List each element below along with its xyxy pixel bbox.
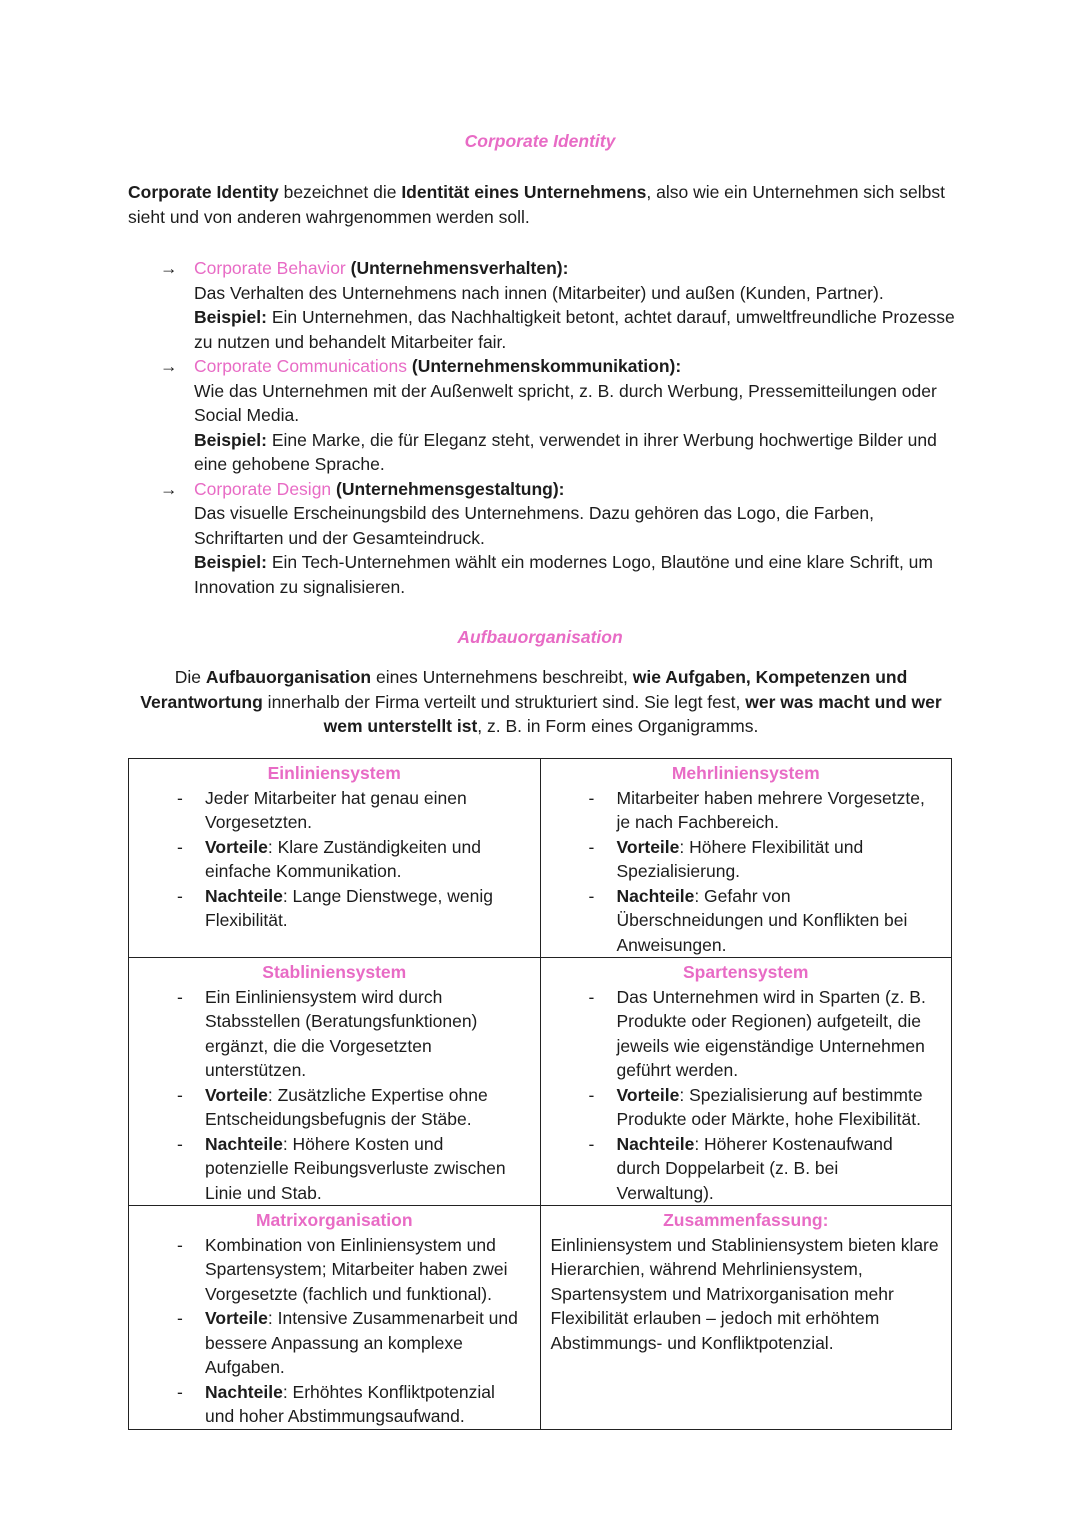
list-item <box>137 1233 532 1307</box>
item-text: Das Unternehmen wird in Sparten (z. B. Produkte oder Regionen) aufgeteilt, die jeweils wie eigenständige Unternehmen geführt werden. <box>616 986 926 1080</box>
cell-matrixorganisation <box>129 1206 541 1430</box>
table-row <box>129 1206 952 1430</box>
vorteile-label: Vorteile <box>616 836 680 857</box>
bullet-german: (Unternehmensgestaltung): <box>331 478 565 499</box>
vorteile-text: : Zusätzliche Expertise ohne Entscheidungsbefugnis der Stäbe. <box>205 1084 488 1129</box>
list-item <box>137 884 532 933</box>
aufbau-bold-3: wer was macht und wer wem unterstellt ist <box>323 691 942 736</box>
vorteile-text: : Klare Zuständigkeiten und einfache Kommunikation. <box>205 836 481 881</box>
dash-icon: - <box>177 885 183 906</box>
nachteile-text: : Höhere Kosten und potenzielle Reibungsverluste zwischen Linie und Stab. <box>205 1133 506 1203</box>
vorteile-label: Vorteile <box>205 836 268 857</box>
cell-einliniensystem <box>129 759 541 958</box>
nachteile-label: Nachteile <box>205 1133 283 1154</box>
cell-title: Mehrliniensystem <box>671 763 820 783</box>
bullet-term: Corporate Behavior <box>194 258 346 278</box>
example-text: Ein Unternehmen, das Nachhaltigkeit betont, achtet darauf, umweltfreundliche Prozesse zu nutzen und behandelt Mitarbeiter fair. <box>194 307 955 352</box>
ci-bullet-list <box>160 256 960 599</box>
vorteile-text: : Höhere Flexibilität und Spezialisierung. <box>616 836 864 881</box>
dash-icon: - <box>177 1084 183 1105</box>
bullet-term: Corporate Communications <box>194 356 408 376</box>
example-label: Beispiel: <box>194 429 267 450</box>
list-item <box>137 1132 532 1206</box>
bullet-german: (Unternehmenskommunikation): <box>407 356 682 376</box>
vorteile-label: Vorteile <box>205 1084 268 1105</box>
organization-table <box>128 758 952 1430</box>
dash-icon: - <box>177 836 183 857</box>
intro-paragraph <box>128 180 948 229</box>
nachteile-text: : Lange Dienstwege, wenig Flexibilität. <box>205 885 493 930</box>
arrow-icon: → <box>160 258 178 278</box>
bullet-term: Corporate Design <box>194 478 332 499</box>
intro-text-2: , also wie ein Unternehmen sich selbst sieht und von anderen wahrgenommen werden soll. <box>128 182 945 227</box>
item-text: Jeder Mitarbeiter hat genau einen Vorgesetzten. <box>205 787 467 832</box>
bullet-german: (Unternehmensverhalten): <box>345 258 569 278</box>
cell-title: Einliniensystem <box>267 763 401 783</box>
dash-icon: - <box>177 1234 183 1255</box>
list-item <box>549 786 944 835</box>
aufbau-text-2: eines Unternehmens beschreibt, <box>371 667 633 687</box>
example-label: Beispiel: <box>194 552 267 572</box>
list-item <box>137 786 532 835</box>
nachteile-label: Nachteile <box>205 1381 283 1402</box>
intro-term: Corporate Identity <box>128 182 279 202</box>
nachteile-text: : Höherer Kostenaufwand durch Doppelarbeit (z. B. bei Verwaltung). <box>616 1133 893 1203</box>
aufbau-text-4: , z. B. in Form eines Organigramms. <box>477 716 759 736</box>
dash-icon: - <box>177 1133 183 1154</box>
vorteile-text: : Spezialisierung auf bestimmte Produkte oder Märkte, hohe Flexibilität. <box>616 1084 923 1129</box>
nachteile-text: : Gefahr von Überschneidungen und Konflikten bei Anweisungen. <box>616 885 908 955</box>
nachteile-label: Nachteile <box>616 1133 695 1154</box>
item-text: Ein Einliniensystem wird durch Stabsstellen (Beratungsfunktionen) ergänzt, die die Vorgesetzten unterstützen. <box>205 986 478 1080</box>
dash-icon: - <box>588 1084 595 1105</box>
list-item <box>137 1380 532 1429</box>
cell-title: Zusammenfassung: <box>663 1210 829 1230</box>
list-item <box>549 835 944 884</box>
bullet-desc: Das Verhalten des Unternehmens nach innen (Mitarbeiter) und außen (Kunden, Partner). <box>194 282 884 303</box>
dash-icon: - <box>177 986 183 1007</box>
list-item <box>549 1132 944 1206</box>
arrow-icon: → <box>160 478 178 499</box>
section-title-aufbauorganisation: Aufbauorganisation <box>457 627 623 647</box>
aufbau-paragraph <box>128 665 954 739</box>
list-item <box>137 835 532 884</box>
cell-title: Matrixorganisation <box>255 1210 413 1230</box>
arrow-icon: → <box>160 356 178 376</box>
page-title: Corporate Identity <box>464 131 616 151</box>
cell-stabliniensystem <box>129 958 541 1206</box>
aufbau-text-1: Die <box>174 667 206 687</box>
dash-icon: - <box>588 885 595 906</box>
summary-text: Einliniensystem und Stabliniensystem bieten klare Hierarchien, während Mehrliniensystem, Spartensystem und Matrixorganisation mehr Flexibilität erlauben – jedoch mit erhöhtem Abstimmungs- und Konfliktpotenzial. <box>550 1234 939 1353</box>
nachteile-label: Nachteile <box>616 885 695 906</box>
cell-title: Spartensystem <box>683 962 809 982</box>
aufbau-text-3: innerhalb der Firma verteilt und strukturiert sind. Sie legt fest, <box>262 691 746 712</box>
table-row <box>129 958 952 1206</box>
item-text: Kombination von Einliniensystem und Spartensystem; Mitarbeiter haben zwei Vorgesetzte (fachlich und funktional). <box>205 1234 508 1304</box>
example-text: Ein Tech-Unternehmen wählt ein modernes Logo, Blautöne und eine klare Schrift, um Innovation zu signalisieren. <box>194 552 933 597</box>
bullet-corporate-communications <box>160 354 960 477</box>
nachteile-text: : Erhöhtes Konfliktpotenzial und hoher Abstimmungsaufwand. <box>205 1381 495 1426</box>
nachteile-label: Nachteile <box>205 885 283 906</box>
intro-bold: Identität eines Unternehmens <box>401 182 647 202</box>
list-item <box>549 1083 944 1132</box>
dash-icon: - <box>588 787 595 808</box>
list-item <box>549 985 944 1083</box>
cell-spartensystem <box>540 958 952 1206</box>
vorteile-label: Vorteile <box>205 1308 268 1328</box>
example-label: Beispiel: <box>194 307 267 327</box>
dash-icon: - <box>177 1381 183 1402</box>
intro-text-1: bezeichnet die <box>278 182 402 202</box>
list-item <box>137 1083 532 1132</box>
dash-icon: - <box>588 836 595 857</box>
example-text: Eine Marke, die für Eleganz steht, verwendet in ihrer Werbung hochwertige Bilder und eine gehobene Sprache. <box>194 429 937 474</box>
dash-icon: - <box>177 1308 183 1328</box>
bullet-desc: Das visuelle Erscheinungsbild des Unternehmens. Dazu gehören das Logo, die Farben, Schriftarten und der Gesamteindruck. <box>194 503 874 548</box>
list-item <box>549 884 944 958</box>
aufbau-bold-1: Aufbauorganisation <box>205 667 372 687</box>
item-text: Mitarbeiter haben mehrere Vorgesetzte, je nach Fachbereich. <box>616 787 925 832</box>
aufbau-bold-2: wie Aufgaben, Kompetenzen und Verantwortung <box>140 667 908 712</box>
bullet-desc: Wie das Unternehmen mit der Außenwelt spricht, z. B. durch Werbung, Pressemitteilungen oder Social Media. <box>194 380 937 425</box>
cell-mehrliniensystem <box>540 759 952 958</box>
cell-zusammenfassung <box>540 1206 952 1430</box>
bullet-corporate-design <box>160 477 960 600</box>
bullet-corporate-behavior <box>160 256 960 354</box>
vorteile-label: Vorteile <box>616 1084 680 1105</box>
cell-title: Stabliniensystem <box>262 962 407 982</box>
dash-icon: - <box>588 986 595 1007</box>
vorteile-text: : Intensive Zusammenarbeit und bessere Anpassung an komplexe Aufgaben. <box>205 1308 518 1377</box>
dash-icon: - <box>588 1133 595 1154</box>
table-row <box>129 759 952 958</box>
dash-icon: - <box>177 787 183 808</box>
list-item <box>137 1306 532 1380</box>
list-item <box>137 985 532 1083</box>
